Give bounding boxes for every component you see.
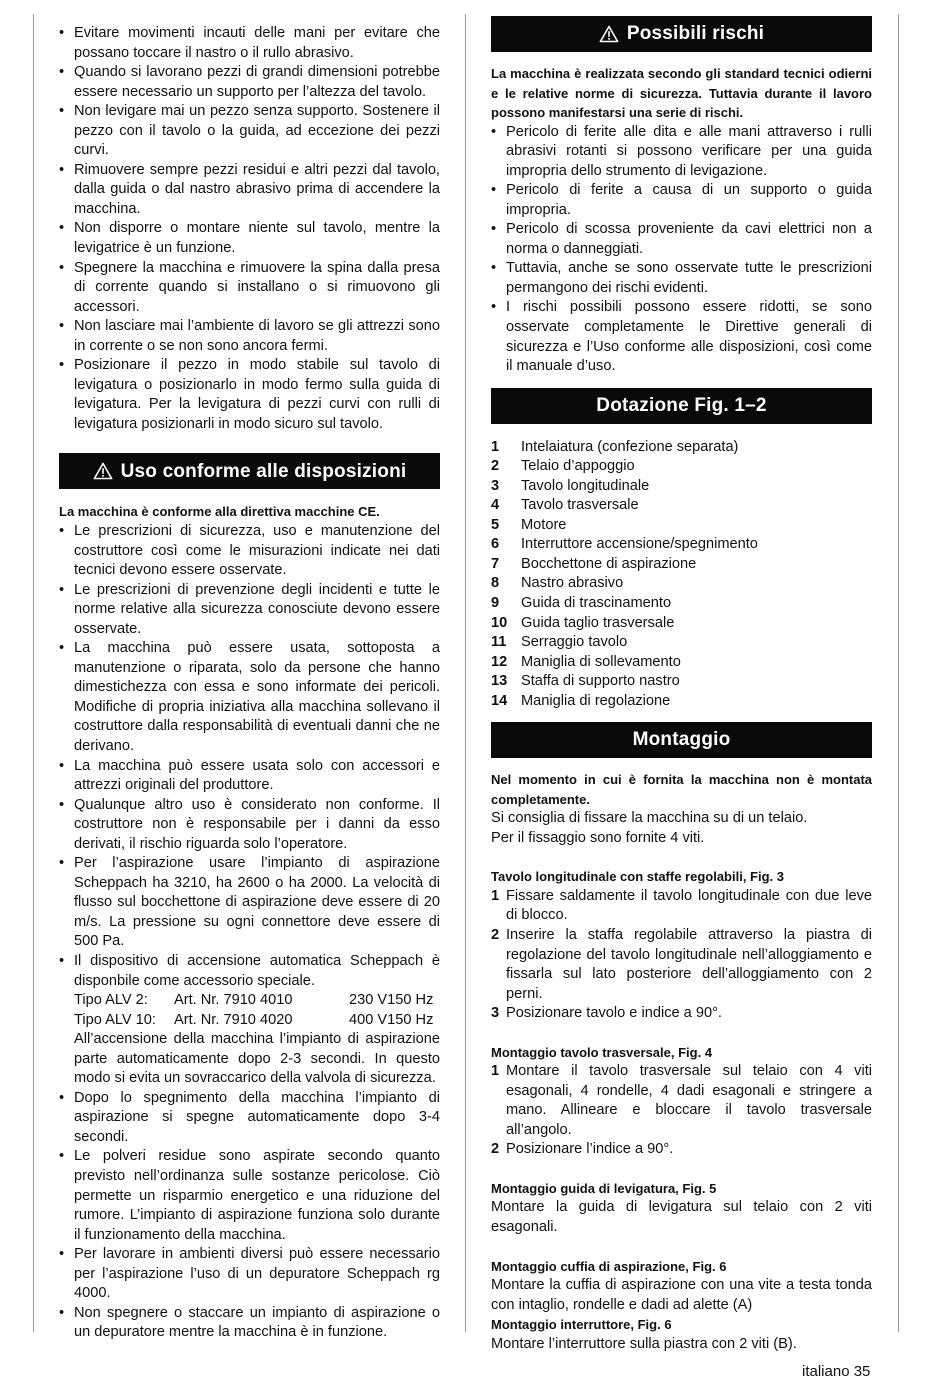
- step-text: Inserire la staffa regolabile attraverso la piastra di regolazione del tavolo longitudinale nell’alloggiamento e fissarla sul lato posteriore dell’alloggiamento con 2 perni.: [506, 926, 872, 1002]
- list-item: • Evitare movimenti incauti delle mani per evitare che possano toccare il nastro o il rullo abrasivo.: [59, 24, 440, 63]
- dotazione-heading-bar: [491, 388, 872, 424]
- uso-lead: La macchina è conforme alla direttiva macchine CE.: [59, 504, 380, 520]
- dotazione-label: Intelaiatura (confezione separata): [521, 438, 739, 455]
- intro-bullet-list: [59, 24, 440, 434]
- list-item: • Posizionare il pezzo in modo stabile sul tavolo di levigatura o posizionarlo in modo fermo sulla guida di levigatura. Per la levigatura di pezzi curvi con rulli di levigatura posizionarli in modo sicuro sul tavolo.: [59, 356, 440, 434]
- dotazione-item: [491, 574, 872, 594]
- step-text: Fissare saldamente il tavolo longitudinale con due leve di blocco.: [506, 887, 872, 924]
- tipo-table: [74, 991, 440, 1030]
- montaggio-lead: Nel momento in cui è fornita la macchina non è montata completamente.: [491, 772, 872, 807]
- dotazione-label: Maniglia di sollevamento: [521, 653, 681, 670]
- dotazione-label: Interruttore accensione/spegnimento: [521, 536, 758, 553]
- step-item: [491, 887, 872, 926]
- list-item: • Rimuovere sempre pezzi residui e altri pezzi dal tavolo, dalla guida o dal nastro abrasivo prima di accendere la macchina.: [59, 161, 440, 220]
- step-text: Montare il tavolo trasversale sul telaio con 4 viti esagonali, 4 rondelle, 4 dadi esagonali e stringere a mano. Allineare e bloccare il tavolo trasversale all’angolo.: [506, 1063, 872, 1138]
- list-item: • I rischi possibili possono essere ridotti, se sono osservate completamente le Direttive generali di sicurezza e l’Uso conforme alle disposizioni, così come il manuale d’uso.: [491, 298, 872, 376]
- list-item: • Qualunque altro uso è considerato non conforme. Il costruttore non è responsabile per i danni da esso derivati, il rischio riguarda solo l’operatore.: [59, 796, 440, 855]
- dotazione-label: Tavolo trasversale: [521, 497, 639, 514]
- step-item: [491, 926, 872, 1004]
- list-item: • Dopo lo spegnimento della macchina l’impianto di aspirazione si spegne automaticamente dopo 3-4 secondi.: [59, 1089, 440, 1148]
- interruttore-title: Montaggio interruttore, Fig. 6: [491, 1317, 672, 1333]
- tipo-tipo: Tipo ALV 2:: [74, 992, 148, 1009]
- dotazione-label: Staffa di supporto nastro: [521, 673, 680, 690]
- tipo-volt: 400 V150 Hz: [349, 1011, 434, 1028]
- list-item: • Quando si lavorano pezzi di grandi dimensioni potrebbe essere necessario un supporto per l’altezza del tavolo.: [59, 63, 440, 102]
- step-text: Posizionare l’indice a 90°.: [506, 1141, 674, 1158]
- tavolo-trasv-steps: [491, 1062, 872, 1160]
- list-item: • Le prescrizioni di prevenzione degli incidenti e tutte le norme relative alla sicurezza conosciute devono essere osservate.: [59, 581, 440, 640]
- list-item: • Pericolo di scossa proveniente da cavi elettrici non a norma o danneggiati.: [491, 220, 872, 259]
- dotazione-number: 8: [491, 575, 500, 592]
- step-number: 1: [491, 1063, 500, 1080]
- list-item: • Non spegnere o staccare un impianto di aspirazione o un depuratore mentre la macchina è in funzione.: [59, 1304, 440, 1343]
- dotazione-item: [491, 516, 872, 536]
- tipo-row: [74, 1011, 440, 1031]
- dotazione-number: 14: [491, 692, 508, 709]
- list-item: • Per lavorare in ambienti diversi può essere necessario per l’aspirazione l’uso di un depuratore Scheppach rg 4000.: [59, 1245, 440, 1304]
- dotazione-label: Serraggio tavolo: [521, 634, 628, 651]
- dotazione-label: Telaio d’appoggio: [521, 458, 635, 475]
- dotazione-number: 12: [491, 653, 508, 670]
- list-item: • Non levigare mai un pezzo senza supporto. Sostenere il pezzo con il tavolo o la guida, ad eccezione dei pezzi curvi.: [59, 102, 440, 161]
- list-item: • Per l’aspirazione usare l’impianto di aspirazione Scheppach ha 3210, ha 2600 o ha 2000. La velocità di flusso sul bocchettone di aspirazione deve essere di 20 m/s. La pressione su ogni connettore deve essere di 500 Pa.: [59, 854, 440, 952]
- step-text: Posizionare tavolo e indice a 90°.: [506, 1005, 722, 1022]
- dotazione-label: Bocchettone di aspirazione: [521, 555, 697, 572]
- dotazione-label: Tavolo longitudinale: [521, 477, 650, 494]
- uso-bullet-list-a: [59, 522, 440, 952]
- step-number: 2: [491, 1141, 500, 1158]
- dotazione-label: Nastro abrasivo: [521, 575, 624, 592]
- guida-title: Montaggio guida di levigatura, Fig. 5: [491, 1180, 717, 1196]
- dispositivo-bullet: [59, 952, 440, 1089]
- warning-triangle-icon: [93, 462, 113, 480]
- dotazione-item: [491, 653, 872, 673]
- step-item: [491, 1004, 872, 1024]
- dotazione-number: 7: [491, 555, 500, 572]
- dotazione-label: Motore: [521, 516, 567, 533]
- dispositivo-after-text: All’accensione della macchina l’impianto di aspirazione parte automaticamente dopo 2-3 secondi. In questo modo si evita un sovraccarico della valvola di sicurezza.: [74, 1031, 440, 1087]
- dotazione-item: [491, 457, 872, 477]
- left-margin-rule: [33, 14, 34, 1332]
- right-column: [491, 16, 872, 1354]
- left-column: [59, 24, 440, 1343]
- montaggio-heading: Montaggio: [632, 729, 731, 751]
- list-item: • Pericolo di ferite a causa di un supporto o guida impropria.: [491, 181, 872, 220]
- list-item: • Non disporre o montare niente sul tavolo, mentre la levigatrice è un funzione.: [59, 219, 440, 258]
- uso-heading: Uso conforme alle disposizioni: [120, 460, 407, 482]
- list-item: • La macchina può essere usata, sottoposta a manutenzione o riparata, solo da persone che hanno dimestichezza con essa e sono informate dei pericoli. Modifiche di propria iniziativa alla macchina sollevano il costruttore dalla responsabilità di eventuali danni che ne derivano.: [59, 639, 440, 756]
- dotazione-heading: Dotazione Fig. 1–2: [596, 394, 767, 416]
- tavolo-long-steps: [491, 887, 872, 1024]
- tipo-art: Art. Nr. 7910 4020: [174, 1011, 293, 1028]
- cuffia-title: Montaggio cuffia di aspirazione, Fig. 6: [491, 1258, 727, 1274]
- dotazione-number: 5: [491, 516, 500, 533]
- dotazione-item: [491, 438, 872, 458]
- step-number: 3: [491, 1005, 500, 1022]
- page-footer: italiano 35: [802, 1363, 871, 1380]
- montaggio-text-2: Per il fissaggio sono fornite 4 viti.: [491, 829, 705, 846]
- rischi-heading: Possibili rischi: [626, 23, 765, 45]
- uso-heading-bar: [59, 453, 440, 489]
- dotazione-list: [491, 438, 872, 712]
- right-margin-rule: [898, 14, 899, 1332]
- uso-bullet-list-b: [59, 1089, 440, 1343]
- dotazione-number: 11: [491, 634, 507, 651]
- dotazione-item: [491, 477, 872, 497]
- dotazione-item: [491, 633, 872, 653]
- step-item: [491, 1062, 872, 1140]
- tavolo-trasv-title: Montaggio tavolo trasversale, Fig. 4: [491, 1044, 713, 1060]
- dotazione-number: 9: [491, 594, 500, 611]
- rischi-bullet-list: [491, 123, 872, 377]
- dotazione-item: [491, 535, 872, 555]
- list-item: • Le prescrizioni di sicurezza, uso e manutenzione del costruttore così come le misurazioni indicate nei dati tecnici devono essere osservate.: [59, 522, 440, 581]
- dispositivo-text: • Il dispositivo di accensione automatica Scheppach è disponbile come accessorio speciale.: [74, 953, 440, 989]
- tipo-row: [74, 991, 440, 1011]
- cuffia-text: Montare la cuffia di aspirazione con una vite a testa tonda con intaglio, rondelle e dadi ad alette (A): [491, 1277, 872, 1313]
- dotazione-number: 13: [491, 673, 508, 690]
- dotazione-number: 4: [491, 497, 500, 514]
- list-item: • Pericolo di ferite alle dita e alle mani attraverso i rulli abrasivi rotanti si possono verificare per una guida impropria dello strumento di levigazione.: [491, 123, 872, 182]
- dotazione-label: Guida di trascinamento: [521, 594, 672, 611]
- dotazione-number: 6: [491, 536, 500, 553]
- dotazione-label: Maniglia di regolazione: [521, 692, 671, 709]
- dotazione-item: [491, 614, 872, 634]
- list-item: • Non lasciare mai l’ambiente di lavoro se gli attrezzi sono in corrente o se non sono ancora fermi.: [59, 317, 440, 356]
- list-item: [59, 952, 440, 1089]
- montaggio-heading-bar: [491, 722, 872, 758]
- tipo-tipo: Tipo ALV 10:: [74, 1011, 156, 1028]
- rischi-heading-bar: [491, 16, 872, 52]
- step-item: [491, 1140, 872, 1160]
- dotazione-item: [491, 555, 872, 575]
- tipo-art: Art. Nr. 7910 4010: [174, 992, 293, 1009]
- dotazione-item: [491, 692, 872, 712]
- dotazione-number: 10: [491, 614, 508, 631]
- warning-triangle-icon: [599, 25, 619, 43]
- tipo-volt: 230 V150 Hz: [349, 992, 434, 1009]
- rischi-lead: La macchina è realizzata secondo gli standard tecnici odierni e le relative norme di sicurezza. Tuttavia durante il lavoro possono manifestarsi una serie di rischi.: [491, 66, 872, 120]
- dotazione-label: Guida taglio trasversale: [521, 614, 675, 631]
- dotazione-number: 2: [491, 458, 500, 475]
- step-number: 2: [491, 926, 500, 943]
- list-item: • La macchina può essere usata solo con accessori e attrezzi originali del produttore.: [59, 757, 440, 796]
- center-rule: [465, 14, 466, 1332]
- montaggio-text-1: Si consiglia di fissare la macchina su di un telaio.: [491, 810, 808, 827]
- dotazione-number: 3: [491, 477, 500, 494]
- list-item: • Le polveri residue sono aspirate secondo quanto previsto nell’ordinanza sulle sostanze pericolose. Ciò permette un risparmio energetico e una riduzione del rumore. L’impianto di aspirazione funziona solo durante il funzionamento della macchina.: [59, 1147, 440, 1245]
- list-item: • Tuttavia, anche se sono osservate tutte le prescrizioni permangono dei rischi evidenti.: [491, 259, 872, 298]
- tavolo-long-title: Tavolo longitudinale con staffe regolabili, Fig. 3: [491, 869, 785, 885]
- dotazione-item: [491, 594, 872, 614]
- dotazione-item: [491, 496, 872, 516]
- step-number: 1: [491, 887, 500, 904]
- dotazione-number: 1: [491, 438, 500, 455]
- list-item: • Spegnere la macchina e rimuovere la spina dalla presa di corrente quando si installano o si rimuovono gli accessori.: [59, 259, 440, 318]
- dotazione-item: [491, 672, 872, 692]
- interruttore-text: Montare l’interruttore sulla piastra con 2 viti (B).: [491, 1335, 797, 1352]
- guida-text: Montare la guida di levigatura sul telaio con 2 viti esagonali.: [491, 1199, 872, 1235]
